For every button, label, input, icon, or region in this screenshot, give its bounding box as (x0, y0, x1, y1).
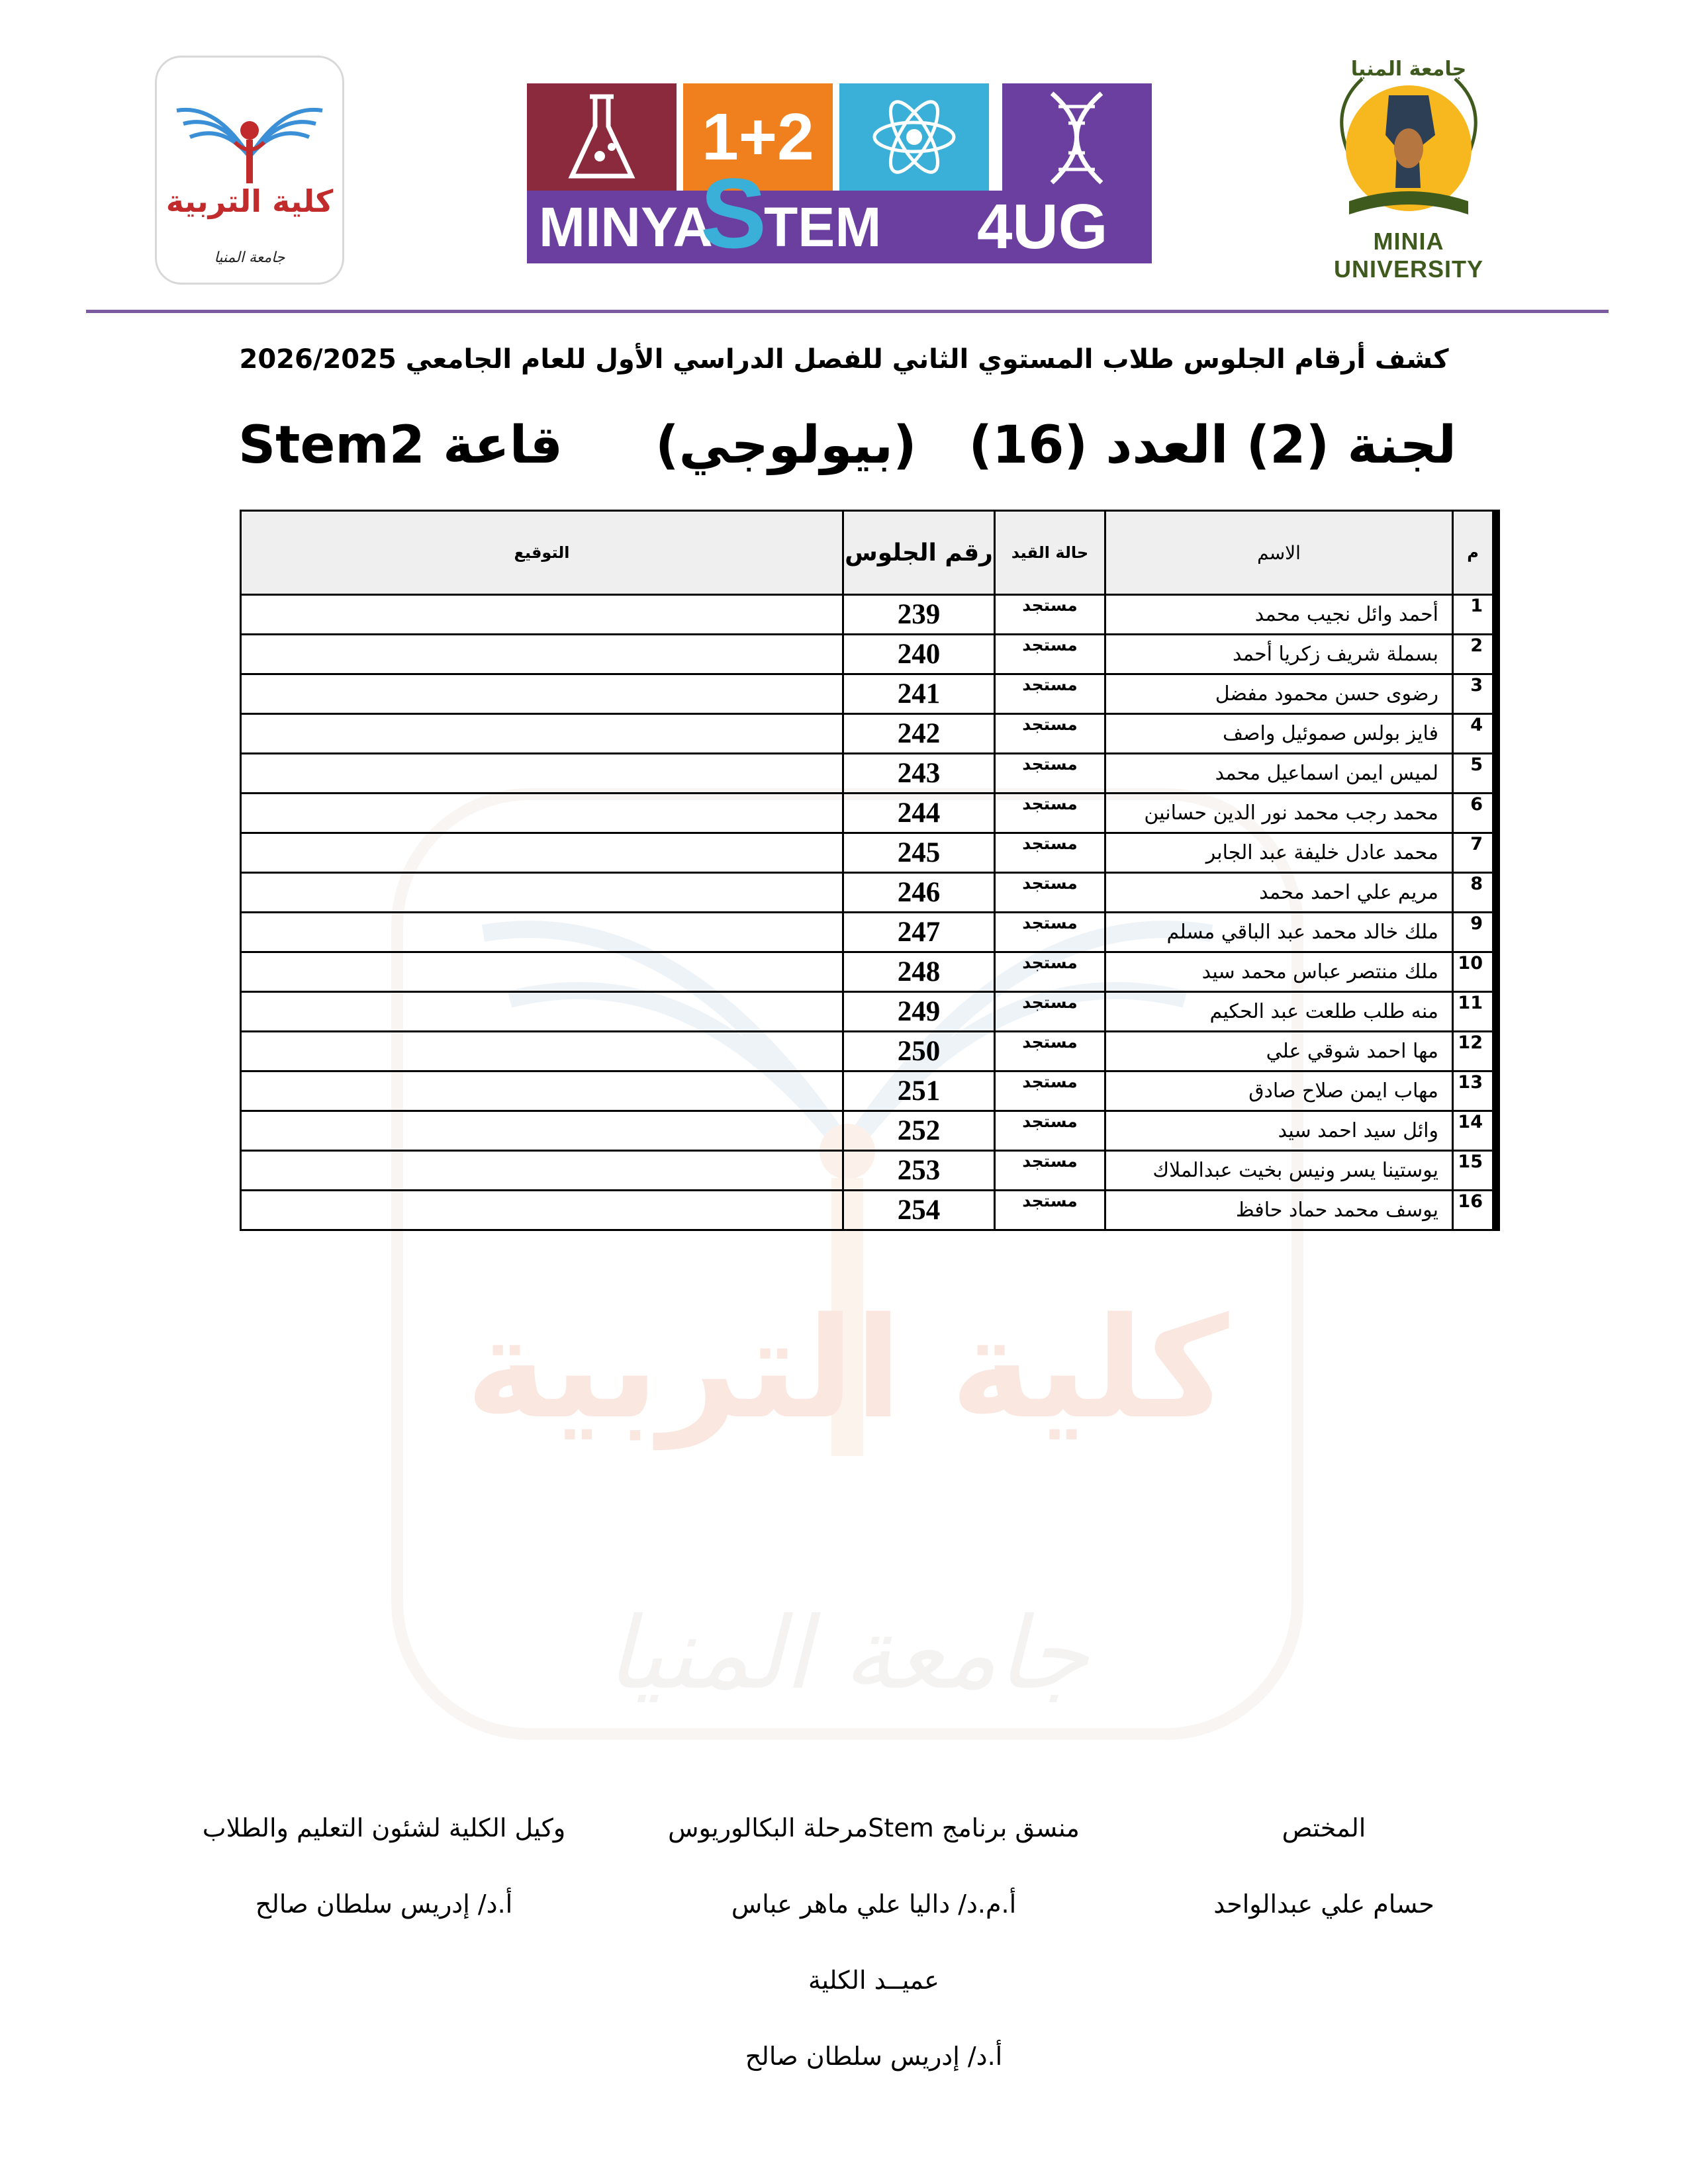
enrollment-status: مستجد (995, 873, 1105, 913)
seating-roster-table (240, 510, 1500, 1231)
table-row (241, 754, 1497, 794)
row-number: 9 (1453, 913, 1497, 952)
table-row (241, 635, 1497, 674)
table-row (241, 992, 1497, 1032)
watermark-university-text: جامعة المنيا (606, 1596, 1089, 1711)
row-number: 14 (1453, 1111, 1497, 1151)
row-number: 5 (1453, 754, 1497, 794)
enrollment-status: مستجد (995, 714, 1105, 754)
signature-cell (241, 794, 843, 833)
student-name: منه طلب طلعت عبد الحكيم (1105, 992, 1453, 1032)
stem-wordmark (527, 158, 1152, 269)
atom-tile (839, 83, 989, 191)
enrollment-status: مستجد (995, 913, 1105, 952)
student-name: ملك خالد محمد عبد الباقي مسلم (1105, 913, 1453, 952)
enrollment-status: مستجد (995, 1032, 1105, 1071)
student-name: محمد رجب محمد نور الدين حسانين (1105, 794, 1453, 833)
committee-heading (238, 416, 1456, 495)
row-number: 1 (1453, 595, 1497, 635)
seat-number: 250 (843, 1032, 995, 1071)
enrollment-status: مستجد (995, 952, 1105, 992)
enrollment-status: مستجد (995, 833, 1105, 873)
enrollment-status: مستجد (995, 794, 1105, 833)
header-name: الاسم (1105, 511, 1453, 595)
hall-label: قاعة Stem2 (238, 416, 563, 475)
signature-cell (241, 992, 843, 1032)
vice-dean-title: وكيل الكلية لشئون التعليم والطلاب (202, 1813, 566, 1843)
dean-name: أ.د/ إدريس سلطان صالح (745, 2042, 1003, 2071)
watermark-faculty-text: كلية التربية (465, 1287, 1229, 1449)
minya-stem-banner (527, 83, 1152, 269)
row-number: 6 (1453, 794, 1497, 833)
signature-cell (241, 1111, 843, 1151)
seat-number: 239 (843, 595, 995, 635)
specialist-name: حسام علي عبدالواحد (1213, 1889, 1434, 1919)
signature-cell (241, 595, 843, 635)
table-row (241, 714, 1497, 754)
enrollment-status: مستجد (995, 674, 1105, 714)
seat-number: 242 (843, 714, 995, 754)
faculty-of-education-logo (155, 56, 344, 285)
table-row (241, 1032, 1497, 1071)
university-name: MINIA UNIVERSITY (1333, 228, 1484, 283)
student-name: يوسف محمد حماد حافظ (1105, 1191, 1453, 1230)
enrollment-status: مستجد (995, 1111, 1105, 1151)
seat-number: 245 (843, 833, 995, 873)
table-row (241, 1191, 1497, 1230)
signature-cell (241, 754, 843, 794)
student-name: وائل سيد احمد سيد (1105, 1111, 1453, 1151)
one-plus-two-text: 1+2 (702, 100, 814, 174)
enrollment-status: مستجد (995, 595, 1105, 635)
stem-word-s: S (700, 158, 767, 269)
header-divider (86, 310, 1609, 313)
seat-number: 248 (843, 952, 995, 992)
table-row (241, 913, 1497, 952)
student-name: بسملة شريف زكريا أحمد (1105, 635, 1453, 674)
seat-number: 249 (843, 992, 995, 1032)
student-name: مريم علي احمد محمد (1105, 873, 1453, 913)
row-number: 16 (1453, 1191, 1497, 1230)
flask-tile (527, 83, 677, 191)
table-header-row (241, 511, 1497, 595)
signature-cell (241, 833, 843, 873)
dean-title: عميــد الكلية (808, 1966, 939, 1995)
enrollment-status: مستجد (995, 1151, 1105, 1191)
signature-cell (241, 1032, 843, 1071)
student-name: يوستينا يسر ونيس بخيت عبدالملاك (1105, 1151, 1453, 1191)
student-name: ملك منتصر عباس محمد سيد (1105, 952, 1453, 992)
seat-number: 244 (843, 794, 995, 833)
student-name: محمد عادل خليفة عبد الجابر (1105, 833, 1453, 873)
table-row (241, 794, 1497, 833)
university-arabic-name: جامعة المنيا (1350, 58, 1467, 81)
nefertiti-emblem-icon (1303, 49, 1515, 228)
table-row (241, 873, 1497, 913)
seat-number: 251 (843, 1071, 995, 1111)
dna-tile (1002, 83, 1152, 191)
signature-cell (241, 635, 843, 674)
signature-cell (241, 1151, 843, 1191)
table-row (241, 674, 1497, 714)
row-number: 3 (1453, 674, 1497, 714)
row-number: 10 (1453, 952, 1497, 992)
coordinator-name: أ.م.د/ داليا علي ماهر عباس (731, 1889, 1017, 1919)
row-number: 7 (1453, 833, 1497, 873)
table-row (241, 595, 1497, 635)
header-num: م (1453, 511, 1497, 595)
table-row (241, 952, 1497, 992)
header-seat: رقم الجلوس (843, 511, 995, 595)
row-number: 8 (1453, 873, 1497, 913)
student-name: أحمد وائل نجيب محمد (1105, 595, 1453, 635)
atom-icon (839, 83, 989, 191)
table-row (241, 1111, 1497, 1151)
row-number: 13 (1453, 1071, 1497, 1111)
signature-cell (241, 1071, 843, 1111)
seat-number: 246 (843, 873, 995, 913)
stem-word-tem: TEM (764, 196, 882, 258)
student-name: مهاب ايمن صلاح صادق (1105, 1071, 1453, 1111)
seat-number: 254 (843, 1191, 995, 1230)
seat-number: 253 (843, 1151, 995, 1191)
student-name: لميس ايمن اسماعيل محمد (1105, 754, 1453, 794)
committee-label: لجنة (2) العدد (16) (968, 416, 1456, 475)
document-title: كشف أرقام الجلوس طلاب المستوي الثاني للفصل الدراسي الأول للعام الجامعي 2026/2025 (239, 344, 1449, 375)
student-name: مها احمد شوقي علي (1105, 1032, 1453, 1071)
dna-icon (1002, 83, 1152, 191)
signature-cell (241, 873, 843, 913)
enrollment-status: مستجد (995, 1191, 1105, 1230)
vice-dean-name: أ.د/ إدريس سلطان صالح (255, 1889, 513, 1919)
header-status: حالة القيد (995, 511, 1105, 595)
stem-word-4ug: 4UG (977, 191, 1108, 262)
seat-number: 247 (843, 913, 995, 952)
enrollment-status: مستجد (995, 754, 1105, 794)
enrollment-status: مستجد (995, 1071, 1105, 1111)
signature-cell (241, 714, 843, 754)
row-number: 2 (1453, 635, 1497, 674)
enrollment-status: مستجد (995, 635, 1105, 674)
row-number: 15 (1453, 1151, 1497, 1191)
student-name: فايز بولس صموئيل واصف (1105, 714, 1453, 754)
table-row (241, 1151, 1497, 1191)
row-number: 4 (1453, 714, 1497, 754)
faculty-logo-text: كلية التربية (165, 183, 334, 219)
enrollment-status: مستجد (995, 992, 1105, 1032)
roster-body (241, 595, 1497, 1230)
signature-cell (241, 1191, 843, 1230)
row-number: 12 (1453, 1032, 1497, 1071)
seat-number: 252 (843, 1111, 995, 1151)
student-name: رضوى حسن محمود مفضل (1105, 674, 1453, 714)
open-book-icon (157, 58, 342, 190)
seat-number: 240 (843, 635, 995, 674)
minia-university-logo (1303, 49, 1515, 283)
signature-cell (241, 674, 843, 714)
specialization-label: (بيولوجي) (655, 416, 917, 475)
faculty-logo-subtext: جامعة المنيا (214, 250, 285, 266)
flask-icon (527, 83, 677, 191)
table-row (241, 833, 1497, 873)
specialist-title: المختص (1282, 1813, 1366, 1843)
signature-cell (241, 952, 843, 992)
header-signature: التوقيع (241, 511, 843, 595)
table-row (241, 1071, 1497, 1111)
stem-word-minya: MINYA (539, 196, 713, 258)
seat-number: 243 (843, 754, 995, 794)
row-number: 11 (1453, 992, 1497, 1032)
seat-number: 241 (843, 674, 995, 714)
coordinator-title: منسق برنامج Stemمرحلة البكالوريوس (668, 1813, 1080, 1843)
signature-cell (241, 913, 843, 952)
